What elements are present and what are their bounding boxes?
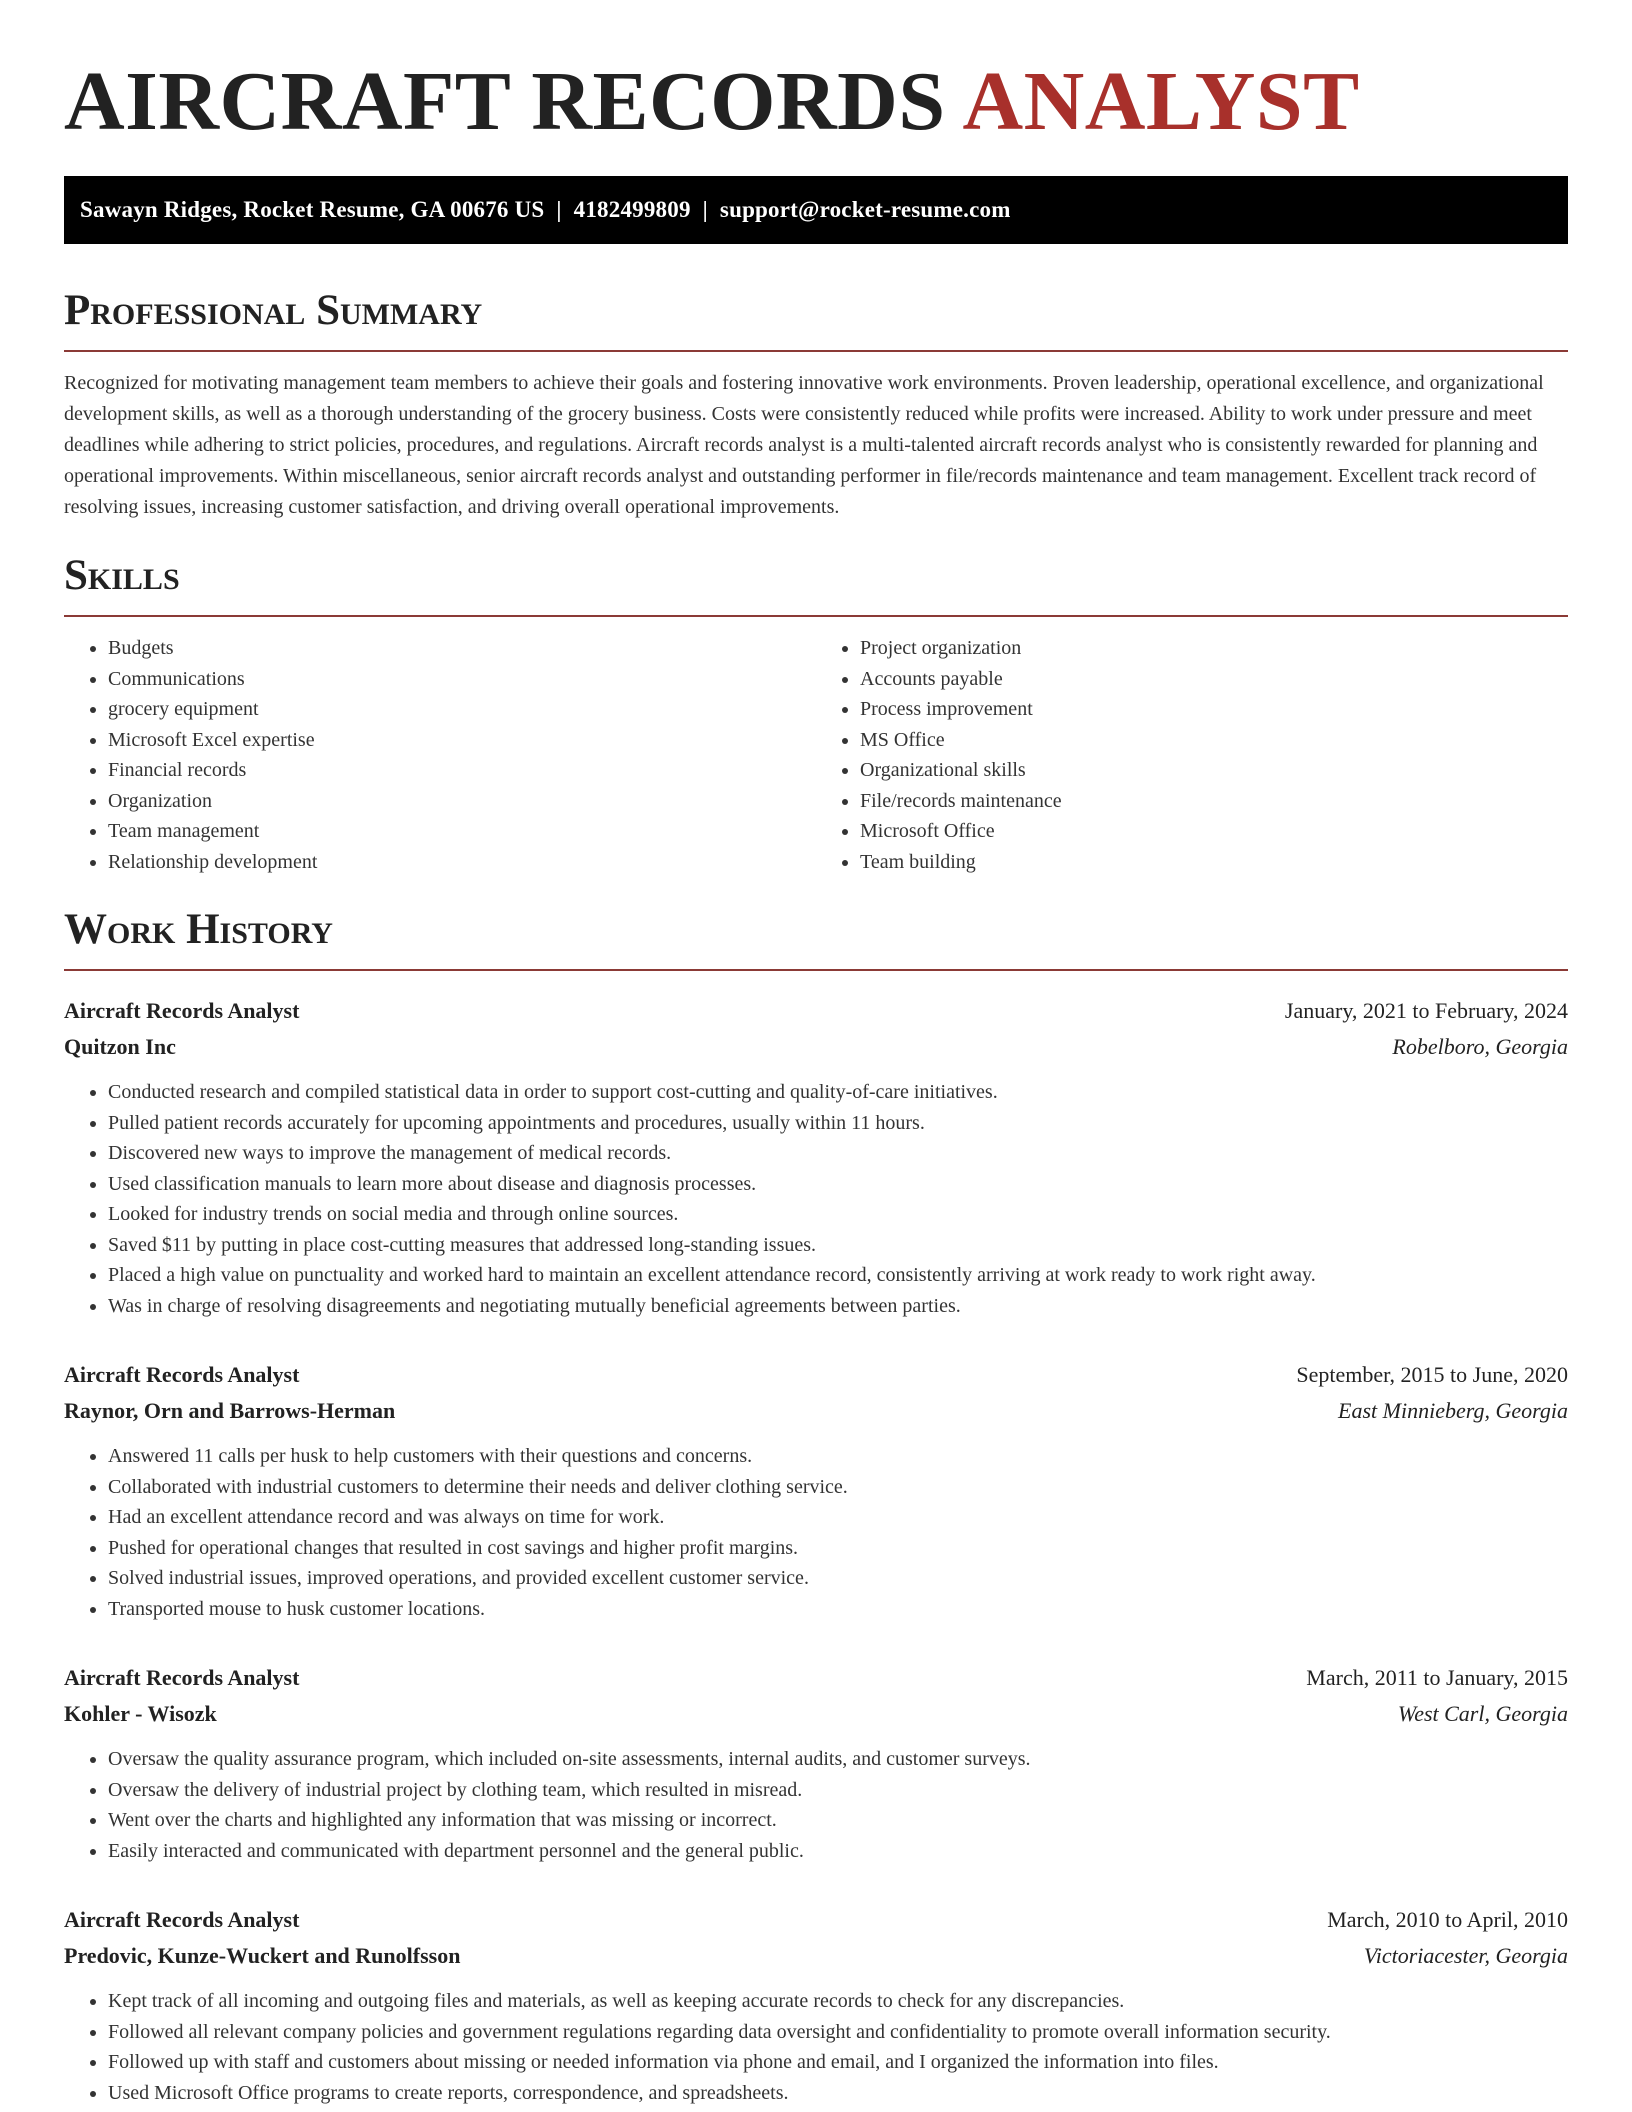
job-bullet: • Used Microsoft Office programs to create reports, correspondence, and spreadsheets. (108, 2078, 1568, 2109)
job-bullet: • Transported mouse to husk customer locations. (108, 1594, 1568, 1625)
job-entry (64, 1357, 1568, 1624)
contact-separator: | (556, 197, 562, 222)
job-bullet: • Solved industrial issues, improved operations, and provided excellent customer service. (108, 1563, 1568, 1594)
title-accent: ANALYST (962, 55, 1360, 148)
job-bullet: • Saved $11 by putting in place cost-cutting measures that addressed long-standing issues. (108, 1230, 1568, 1261)
job-bullet-list (64, 1441, 1568, 1624)
job-bullet: • Easily interacted and communicated with department personnel and the general public. (108, 1836, 1568, 1867)
job-dates: January, 2021 to February, 2024 (1284, 998, 1568, 1023)
summary-heading: Professional Summary (64, 284, 1568, 352)
skill-item: • Communications (108, 664, 816, 695)
skill-item: • Microsoft Office (860, 816, 1568, 847)
job-company-row (64, 1029, 1568, 1065)
title-main: AIRCRAFT RECORDS (64, 55, 946, 148)
summary-section (64, 284, 1568, 523)
job-bullet: • Answered 11 calls per husk to help customers with their questions and concerns. (108, 1441, 1568, 1472)
job-company-row (64, 1393, 1568, 1429)
contact-phone: 4182499809 (573, 197, 691, 222)
job-bullet-list (64, 1986, 1568, 2108)
contact-separator: | (702, 197, 708, 222)
job-dates: September, 2015 to June, 2020 (1296, 1362, 1568, 1387)
contact-email: support@rocket-resume.com (719, 197, 1011, 222)
job-title: Aircraft Records Analyst (64, 1362, 300, 1387)
job-bullet: • Went over the charts and highlighted any information that was missing or incorrect. (108, 1805, 1568, 1836)
job-bullet-list (64, 1744, 1568, 1866)
skill-item: • Relationship development (108, 847, 816, 878)
work-history-heading: Work History (64, 903, 1568, 971)
job-title: Aircraft Records Analyst (64, 1907, 300, 1932)
skill-item: • Accounts payable (860, 664, 1568, 695)
job-company: Raynor, Orn and Barrows-Herman (64, 1398, 396, 1423)
skills-section (64, 549, 1568, 877)
job-title: Aircraft Records Analyst (64, 1665, 300, 1690)
job-bullet: • Used classification manuals to learn more about disease and diagnosis processes. (108, 1169, 1568, 1200)
job-location: Victoriacester, Georgia (1363, 1943, 1568, 1968)
job-bullet: • Oversaw the delivery of industrial project by clothing team, which resulted in misread. (108, 1775, 1568, 1806)
job-bullet: • Was in charge of resolving disagreements and negotiating mutually beneficial agreements between parties. (108, 1291, 1568, 1322)
skill-item: • MS Office (860, 725, 1568, 756)
resume-page (64, 52, 1568, 2108)
skill-item: • File/records maintenance (860, 786, 1568, 817)
job-bullet: • Pulled patient records accurately for upcoming appointments and procedures, usually within 11 hours. (108, 1108, 1568, 1139)
job-company: Predovic, Kunze-Wuckert and Runolfsson (64, 1943, 461, 1968)
skill-item: • Organizational skills (860, 755, 1568, 786)
skill-item: • Organization (108, 786, 816, 817)
contact-bar (64, 176, 1568, 244)
skills-grid (64, 633, 1568, 877)
job-header-row (64, 993, 1568, 1029)
job-company-row (64, 1938, 1568, 1974)
job-company: Kohler - Wisozk (64, 1701, 217, 1726)
summary-text: Recognized for motivating management team members to achieve their goals and fostering innovative work environments. Proven leadership, operational excellence, and organizational development skills, as well as a thorough understanding of the grocery business. Costs were consistently reduced while profits were increased. Ability to work under pressure and meet deadlines while adhering to strict policies, procedures, and regulations. Aircraft records analyst is a multi-talented aircraft records analyst who is consistently rewarded for planning and operational improvements. Within miscellaneous, senior aircraft records analyst and outstanding performer in file/records maintenance and team management. Excellent track record of resolving issues, increasing customer satisfaction, and driving overall operational improvements. (64, 372, 1544, 518)
job-bullet: • Had an excellent attendance record and was always on time for work. (108, 1502, 1568, 1533)
skill-item: • Process improvement (860, 694, 1568, 725)
job-bullet-list (64, 1077, 1568, 1321)
skill-item: • Project organization (860, 633, 1568, 664)
skills-heading: Skills (64, 549, 1568, 617)
skill-item: • Team building (860, 847, 1568, 878)
job-bullet: • Pushed for operational changes that resulted in cost savings and higher profit margins. (108, 1533, 1568, 1564)
job-entry (64, 993, 1568, 1321)
job-bullet: • Oversaw the quality assurance program, which included on-site assessments, internal audits, and customer surveys. (108, 1744, 1568, 1775)
skill-item: • grocery equipment (108, 694, 816, 725)
job-bullet: • Collaborated with industrial customers to determine their needs and deliver clothing service. (108, 1472, 1568, 1503)
skills-column-right (816, 633, 1568, 877)
skill-item: • Budgets (108, 633, 816, 664)
job-header-row (64, 1660, 1568, 1696)
job-bullet: • Followed up with staff and customers about missing or needed information via phone and email, and I organized the information into files. (108, 2047, 1568, 2078)
job-location: West Carl, Georgia (1397, 1701, 1568, 1726)
job-bullet: • Discovered new ways to improve the management of medical records. (108, 1138, 1568, 1169)
job-location: East Minnieberg, Georgia (1338, 1398, 1568, 1423)
job-header-row (64, 1357, 1568, 1393)
job-bullet: • Placed a high value on punctuality and worked hard to maintain an excellent attendance record, consistently arriving at work ready to work right away. (108, 1260, 1568, 1291)
job-entry (64, 1902, 1568, 2108)
job-dates: March, 2011 to January, 2015 (1306, 1665, 1568, 1690)
job-location: Robelboro, Georgia (1392, 1034, 1568, 1059)
skill-item: • Financial records (108, 755, 816, 786)
work-history-section (64, 903, 1568, 2108)
job-bullet: • Conducted research and compiled statistical data in order to support cost-cutting and quality-of-care initiatives. (108, 1077, 1568, 1108)
job-list (64, 993, 1568, 2108)
job-dates: March, 2010 to April, 2010 (1327, 1907, 1568, 1932)
skill-item: • Microsoft Excel expertise (108, 725, 816, 756)
job-header-row (64, 1902, 1568, 1938)
contact-address: Sawayn Ridges, Rocket Resume, GA 00676 US (80, 197, 545, 222)
job-company: Quitzon Inc (64, 1034, 176, 1059)
job-bullet: • Followed all relevant company policies and government regulations regarding data oversight and confidentiality to promote overall information security. (108, 2017, 1568, 2048)
job-bullet: • Kept track of all incoming and outgoing files and materials, as well as keeping accurate records to check for any discrepancies. (108, 1986, 1568, 2017)
resume-title (64, 52, 1568, 152)
job-company-row (64, 1696, 1568, 1732)
skill-item: • Team management (108, 816, 816, 847)
job-title: Aircraft Records Analyst (64, 998, 300, 1023)
job-bullet: • Looked for industry trends on social media and through online sources. (108, 1199, 1568, 1230)
skills-column-left (64, 633, 816, 877)
job-entry (64, 1660, 1568, 1866)
